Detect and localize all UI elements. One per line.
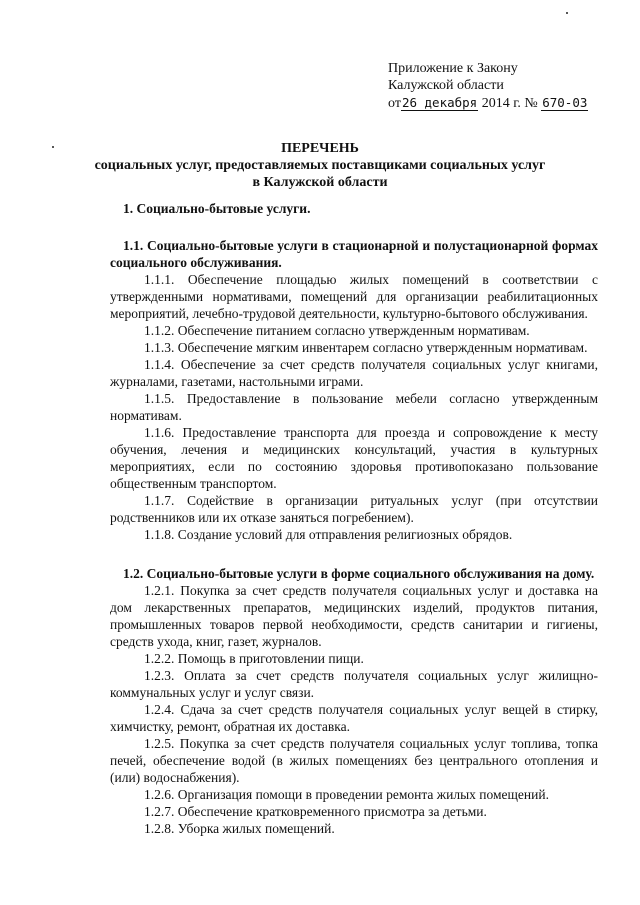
appendix-line1: Приложение к Закону [388, 61, 518, 76]
appendix-date-line [388, 94, 628, 112]
subsection-heading-1-1: 1.1. Социально-бытовые услуги в стационарной и полустационарной формах социального обслуживания. [110, 238, 598, 270]
list-item: 1.1.5. Предоставление в пользование мебели согласно утвержденным нормативам. [110, 391, 598, 423]
date-prefix: от [388, 96, 401, 111]
date-value: 26 декабря [401, 95, 478, 110]
scan-speck-top [566, 12, 568, 14]
list-item: 1.1.1. Обеспечение площадью жилых помещений в соответствии с утвержденными нормативами, помещений для организации реабилитационных мероприятий, лечебно-трудовой деятельности, культурно-бытового обслуживания. [110, 272, 598, 321]
list-item: 1.1.2. Обеспечение питанием согласно утвержденным нормативам. [144, 323, 530, 338]
title-line2: социальных услуг, предоставляемых поставщиками социальных услуг [94, 158, 546, 173]
list-item: 1.2.3. Оплата за счет средств получателя социальных услуг жилищно-коммунальных услуг и услуг связи. [110, 668, 598, 700]
year-text: 2014 г. № [481, 96, 538, 111]
document-body [110, 200, 598, 837]
list-item: 1.2.5. Покупка за счет средств получателя социальных услуг топлива, топка печей, обеспечение водой (в жилых помещениях без центрального отопления и (или) водоснабжения). [110, 736, 598, 785]
list-item: 1.1.4. Обеспечение за счет средств получателя социальных услуг книгами, журналами, газетами, настольными играми. [110, 357, 598, 389]
list-item: 1.2.7. Обеспечение кратковременного присмотра за детьми. [144, 804, 487, 819]
list-item: 1.2.1. Покупка за счет средств получателя социальных услуг и доставка на дом лекарственных препаратов, медицинских изделий, продуктов питания, промышленных товаров первой необходимости, средств санитарии и гигиены, средств ухода, книг, газет, журналов. [110, 583, 598, 649]
appendix-header [388, 60, 628, 112]
list-item: 1.1.8. Создание условий для отправления религиозных обрядов. [144, 527, 513, 542]
title-main: ПЕРЕЧЕНЬ [281, 141, 359, 156]
list-item: 1.2.2. Помощь в приготовлении пищи. [144, 651, 364, 666]
list-item: 1.1.6. Предоставление транспорта для проезда и сопровождение к месту обучения, лечения и медицинских консультаций, участия в культурных мероприятиях, если по состоянию здоровья противопоказано пользование общественным транспортом. [110, 425, 598, 491]
appendix-line2: Калужской области [388, 78, 504, 93]
list-item: 1.2.4. Сдача за счет средств получателя социальных услуг вещей в стирку, химчистку, ремонт, обратная их доставка. [110, 702, 598, 734]
title-line3: в Калужской области [252, 175, 388, 190]
document-title [0, 140, 640, 191]
law-number: 670-03 [542, 95, 588, 110]
subsection-heading-1-2: 1.2. Социально-бытовые услуги в форме социального обслуживания на дому. [123, 566, 595, 581]
list-item: 1.1.3. Обеспечение мягким инвентарем согласно утвержденным нормативам. [144, 340, 588, 355]
list-item: 1.2.8. Уборка жилых помещений. [144, 821, 335, 836]
section-heading: 1. Социально-бытовые услуги. [123, 201, 311, 216]
list-item: 1.1.7. Содействие в организации ритуальных услуг (при отсутствии родственников или их отказе заняться погребением). [110, 493, 598, 525]
list-item: 1.2.6. Организация помощи в проведении ремонта жилых помещений. [144, 787, 549, 802]
